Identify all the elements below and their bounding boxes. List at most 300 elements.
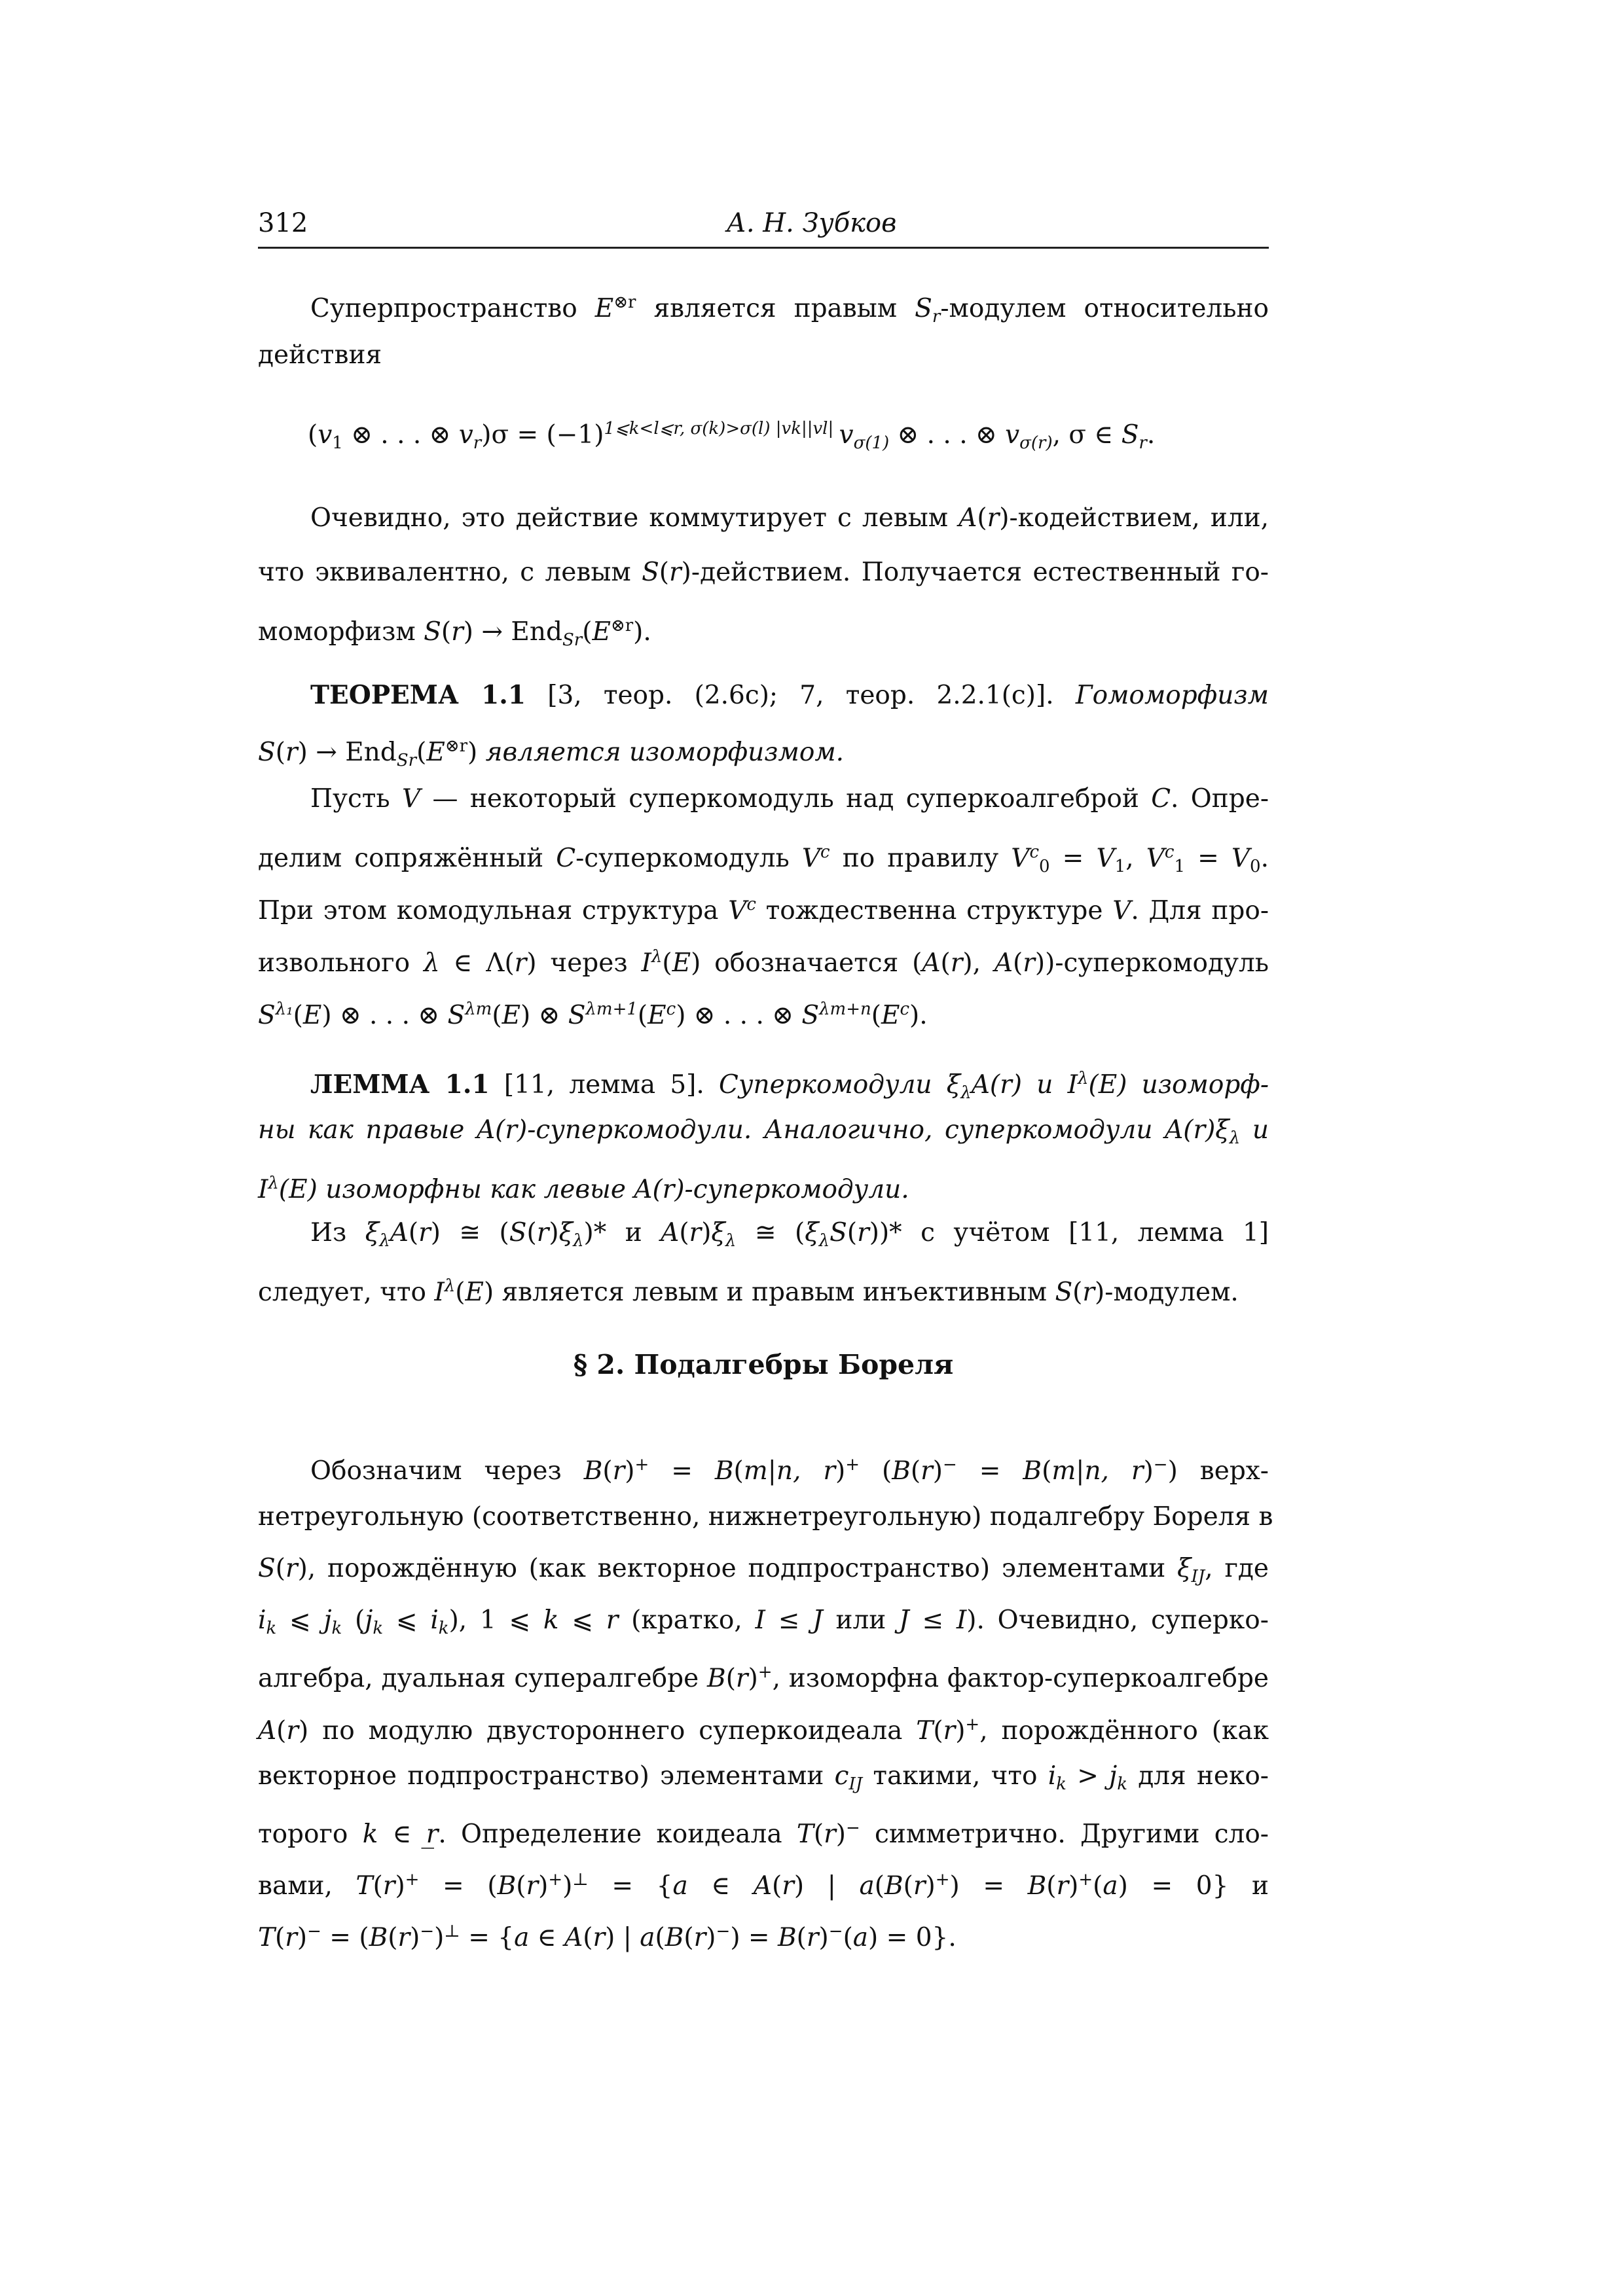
text-segment: r bbox=[382, 1871, 395, 1901]
text-segment: S bbox=[568, 1001, 586, 1030]
text-segment: и bbox=[1240, 1115, 1269, 1145]
text-segment: ( bbox=[733, 1456, 744, 1486]
text-segment: A bbox=[258, 1716, 277, 1746]
text-segment: r bbox=[824, 1820, 836, 1849]
text-line bbox=[258, 836, 1269, 883]
text-segment: векторное подпространство) элементами bbox=[258, 1761, 835, 1791]
text-segment: r bbox=[693, 1923, 706, 1952]
text-segment: r bbox=[285, 1554, 298, 1583]
text-segment: ( bbox=[516, 1871, 526, 1901]
text-segment: ) обозначается ( bbox=[691, 948, 922, 978]
text-segment: ), 1 ⩽ bbox=[448, 1605, 543, 1635]
text-segment: ) | bbox=[605, 1923, 640, 1952]
text-segment: m bbox=[743, 1456, 768, 1486]
text-segment: r bbox=[857, 1218, 869, 1247]
text-segment: нетреугольную (соответственно, нижнетреугольную) подалгебру Бореля в bbox=[258, 1502, 1273, 1532]
text-segment: A bbox=[390, 1218, 409, 1247]
text-segment: ( bbox=[933, 1716, 943, 1746]
text-segment: ( bbox=[813, 1820, 824, 1849]
text-segment: ) bbox=[395, 1871, 405, 1901]
text-segment: v bbox=[1005, 420, 1020, 450]
text-segment: )-действием. Получается естественный го- bbox=[681, 558, 1269, 587]
text-segment: ) bbox=[925, 1871, 936, 1901]
text-segment: ( bbox=[637, 1001, 648, 1030]
text-segment: λ bbox=[818, 1231, 830, 1251]
text-segment: ( bbox=[662, 948, 672, 978]
text-segment: T bbox=[356, 1871, 373, 1901]
text-segment: При этом комодульная структура bbox=[258, 896, 729, 925]
text-segment: ) bbox=[538, 1871, 549, 1901]
text-segment: ( bbox=[293, 1001, 303, 1030]
text-line bbox=[258, 1604, 1269, 1645]
text-segment: r bbox=[1082, 1278, 1095, 1307]
text-line bbox=[258, 993, 1269, 1032]
text-segment: S bbox=[801, 1001, 820, 1030]
text-segment: | bbox=[828, 419, 839, 439]
text-segment: a bbox=[672, 1871, 688, 1901]
text-segment: T bbox=[258, 1923, 276, 1952]
text-segment: ( bbox=[772, 1871, 782, 1901]
text-segment: + bbox=[548, 1870, 563, 1890]
text-segment: ( bbox=[492, 1001, 502, 1030]
text-segment: ( bbox=[655, 1923, 665, 1952]
text-segment: ⩽ bbox=[276, 1605, 324, 1635]
text-segment: r bbox=[526, 1871, 539, 1901]
text-segment: ξ bbox=[365, 1218, 380, 1247]
text-segment: S bbox=[1055, 1278, 1073, 1307]
text-segment: r bbox=[913, 1871, 926, 1901]
text-segment: ) bbox=[835, 1820, 846, 1849]
text-segment: ⊗r bbox=[445, 736, 468, 756]
text-segment: k bbox=[1056, 1774, 1067, 1794]
text-segment: , изоморфна фактор-суперкоалгебре bbox=[772, 1664, 1269, 1693]
text-segment: A bbox=[994, 948, 1013, 978]
text-segment: V bbox=[1011, 844, 1030, 873]
text-segment: ЛЕММА 1.1 bbox=[310, 1069, 490, 1100]
text-segment: ⊗ . . . ⊗ bbox=[342, 420, 459, 450]
text-segment: ∈ bbox=[529, 1923, 565, 1952]
text-segment: S bbox=[830, 1218, 847, 1247]
text-segment: r bbox=[669, 558, 682, 587]
text-segment: T bbox=[916, 1716, 934, 1746]
section-heading bbox=[258, 1348, 1269, 1382]
text-segment: ) bbox=[748, 1664, 758, 1693]
text-segment: Обозначим через bbox=[310, 1456, 584, 1486]
text-segment: ) bbox=[706, 1923, 716, 1952]
text-segment: − bbox=[1153, 1455, 1168, 1475]
text-segment: σ(1) bbox=[853, 433, 890, 453]
text-segment: ) bbox=[1068, 1871, 1079, 1901]
text-segment: для неко- bbox=[1127, 1761, 1269, 1791]
text-segment: ( bbox=[940, 948, 951, 978]
text-segment: . bbox=[1146, 420, 1156, 450]
text-segment: -модулем относительно bbox=[940, 294, 1269, 323]
text-segment: + bbox=[965, 1715, 980, 1734]
text-segment: A bbox=[922, 948, 941, 978]
text-segment: , σ ∈ bbox=[1052, 420, 1122, 450]
text-segment: Суперпространство bbox=[310, 294, 595, 323]
text-segment: λ bbox=[1229, 1128, 1241, 1148]
text-segment: σ(r) bbox=[1019, 433, 1053, 453]
text-segment: ( bbox=[659, 558, 670, 587]
text-segment: или bbox=[822, 1605, 900, 1635]
text-segment: извольного bbox=[258, 948, 424, 978]
text-segment: ) bbox=[410, 1923, 420, 1952]
text-segment: v bbox=[458, 420, 473, 450]
text-line bbox=[258, 1863, 1269, 1903]
text-segment: торого bbox=[258, 1820, 363, 1849]
text-segment: B bbox=[1023, 1456, 1042, 1486]
text-segment: T bbox=[796, 1820, 814, 1849]
text-segment: ). bbox=[633, 617, 651, 647]
text-segment: ( bbox=[1072, 1278, 1083, 1307]
text-segment: ( bbox=[582, 617, 593, 647]
text-segment: j bbox=[365, 1605, 373, 1635]
text-segment: 1 bbox=[1174, 857, 1185, 876]
text-segment: B bbox=[707, 1664, 726, 1693]
text-segment: i bbox=[1048, 1761, 1057, 1791]
text-segment: ( bbox=[342, 1605, 365, 1635]
text-segment: ) bbox=[701, 1218, 712, 1247]
text-segment: B bbox=[583, 1456, 603, 1486]
text-segment: ( bbox=[276, 1716, 287, 1746]
text-segment: E bbox=[501, 1001, 521, 1030]
text-segment: > bbox=[1066, 1761, 1110, 1791]
text-segment: IJ bbox=[1191, 1567, 1205, 1587]
text-segment: λ bbox=[960, 1083, 972, 1103]
text-segment: ) bbox=[549, 1218, 559, 1247]
text-segment: = bbox=[649, 1456, 715, 1486]
text-segment: S bbox=[396, 751, 409, 770]
text-segment: ) → End bbox=[463, 617, 562, 647]
text-line bbox=[258, 1501, 1273, 1534]
text-segment: r bbox=[782, 1871, 794, 1901]
text-segment: I bbox=[755, 1605, 765, 1635]
text-segment: ) bbox=[835, 1456, 846, 1486]
text-segment: )-кодействием, или, bbox=[999, 503, 1269, 533]
text-segment: , порождённого (как bbox=[979, 1716, 1269, 1746]
text-segment: E bbox=[594, 294, 614, 323]
text-segment: = bbox=[1049, 844, 1097, 873]
text-segment: S bbox=[915, 294, 932, 323]
text-segment: A bbox=[753, 1871, 773, 1901]
text-segment: r bbox=[514, 948, 527, 978]
text-segment: ||v bbox=[801, 419, 823, 439]
text-segment: c bbox=[1029, 842, 1040, 862]
text-segment: k bbox=[331, 1619, 342, 1638]
text-segment: A bbox=[564, 1923, 583, 1952]
text-segment: − bbox=[420, 1922, 435, 1941]
text-segment: − bbox=[845, 1818, 860, 1838]
text-segment: E bbox=[426, 738, 445, 767]
text-segment: ))* с учётом [11, лемма 1] bbox=[869, 1218, 1269, 1247]
text-segment: ( bbox=[275, 1923, 285, 1952]
text-segment: r bbox=[735, 1664, 748, 1693]
text-segment: V bbox=[1112, 896, 1131, 925]
text-segment: ) bbox=[562, 1871, 573, 1901]
text-segment: Суперкомодули ξ bbox=[719, 1070, 961, 1100]
text-segment: + bbox=[757, 1662, 773, 1682]
text-segment: — некоторый суперкомодуль над суперкоалгеброй bbox=[420, 784, 1152, 814]
text-segment: E bbox=[592, 617, 611, 647]
text-segment: S bbox=[258, 738, 276, 767]
text-segment: r bbox=[451, 617, 464, 647]
text-line bbox=[258, 1812, 1269, 1851]
text-segment: k bbox=[1117, 1774, 1127, 1794]
header-rule bbox=[258, 247, 1269, 249]
text-segment: Очевидно, это действие коммутирует с левым bbox=[310, 503, 959, 533]
text-segment: ⊗r bbox=[610, 616, 634, 636]
display-formula bbox=[308, 412, 1224, 459]
text-segment: S bbox=[1121, 420, 1139, 450]
text-segment: ξ bbox=[558, 1218, 574, 1247]
text-segment: n, r bbox=[1084, 1456, 1144, 1486]
text-segment: = ( bbox=[419, 1871, 498, 1901]
text-segment: λ bbox=[423, 948, 440, 978]
text-segment: 1 bbox=[1114, 857, 1126, 876]
text-segment: a bbox=[640, 1923, 655, 1952]
text-line bbox=[258, 941, 1269, 980]
text-segment: алгебра, дуальная супералгебре bbox=[258, 1664, 708, 1693]
text-segment: ) через bbox=[526, 948, 642, 978]
text-segment: j bbox=[323, 1605, 332, 1635]
text-segment: ( bbox=[860, 1456, 892, 1486]
text-segment: ( bbox=[388, 1923, 398, 1952]
text-segment: = { bbox=[588, 1871, 673, 1901]
text-segment: S bbox=[258, 1001, 276, 1030]
text-segment: Из bbox=[310, 1218, 365, 1247]
text-segment: ) ⊗ bbox=[520, 1001, 568, 1030]
text-line bbox=[258, 1217, 1269, 1257]
text-segment: − bbox=[716, 1922, 731, 1941]
text-segment: m bbox=[1051, 1456, 1076, 1486]
text-line bbox=[258, 1915, 1269, 1954]
text-segment: ), bbox=[962, 948, 994, 978]
text-segment: 1 bbox=[332, 433, 343, 453]
text-segment: + bbox=[935, 1870, 950, 1890]
text-segment: a bbox=[852, 1923, 869, 1952]
text-segment: i bbox=[258, 1605, 266, 1635]
text-segment: тождественна структуре bbox=[756, 896, 1113, 925]
text-segment: S bbox=[562, 630, 574, 650]
text-segment: = { bbox=[460, 1923, 515, 1952]
text-segment: a bbox=[514, 1923, 530, 1952]
text-segment: λ bbox=[651, 947, 663, 967]
text-segment: = bbox=[957, 1456, 1023, 1486]
text-segment: − bbox=[943, 1455, 957, 1475]
text-segment: , где bbox=[1205, 1554, 1269, 1583]
text-segment: ⊥ bbox=[444, 1922, 460, 1941]
text-segment: j bbox=[1109, 1761, 1118, 1791]
text-segment: k bbox=[373, 1619, 384, 1638]
text-segment: . Определение коидеала bbox=[438, 1820, 797, 1849]
text-segment: ( bbox=[583, 1923, 593, 1952]
text-segment: (E) изоморф- bbox=[1088, 1070, 1269, 1100]
text-segment: ( bbox=[847, 1218, 858, 1247]
text-segment: λ bbox=[573, 1231, 584, 1251]
text-segment: ( bbox=[455, 1278, 465, 1307]
text-segment: = bbox=[1184, 844, 1231, 873]
text-segment: является изоморфизмом. bbox=[485, 738, 845, 767]
text-segment: ( bbox=[843, 1923, 853, 1952]
text-segment: B bbox=[778, 1923, 797, 1952]
text-segment: | bbox=[767, 1456, 776, 1486]
text-segment: a bbox=[1103, 1871, 1118, 1901]
text-segment: ) bbox=[955, 1716, 966, 1746]
text-segment: ≅ ( bbox=[736, 1218, 805, 1247]
text-segment: )σ = (−1) bbox=[481, 420, 604, 450]
text-segment: k bbox=[543, 1605, 559, 1635]
text-segment: S bbox=[424, 617, 441, 647]
text-segment: c bbox=[820, 842, 830, 862]
text-segment: r bbox=[1023, 948, 1035, 978]
text-segment: r bbox=[606, 1605, 619, 1635]
text-segment: λ₁ bbox=[275, 999, 293, 1019]
text-segment: ( bbox=[1093, 1871, 1103, 1901]
text-segment: E bbox=[672, 948, 691, 978]
text-segment: r bbox=[285, 738, 298, 767]
text-segment: r bbox=[473, 433, 482, 453]
text-segment: v bbox=[839, 420, 854, 450]
text-segment: r bbox=[286, 1716, 299, 1746]
text-segment: ⩽ bbox=[383, 1605, 431, 1635]
text-line bbox=[258, 1656, 1269, 1695]
text-segment: ))-суперкомодуль bbox=[1034, 948, 1269, 978]
text-segment: E bbox=[302, 1001, 322, 1030]
text-segment: ), порождённую (как векторное подпространство) элементами bbox=[297, 1554, 1178, 1583]
text-line bbox=[258, 783, 1269, 816]
text-line bbox=[258, 679, 1269, 712]
text-segment: λ bbox=[444, 1276, 456, 1296]
text-segment: c bbox=[746, 895, 756, 914]
text-segment: r bbox=[408, 751, 417, 770]
text-segment: ( bbox=[308, 420, 318, 450]
text-segment: что эквивалентно, с левым bbox=[258, 558, 642, 587]
text-segment: λm+1 bbox=[585, 999, 638, 1019]
text-segment: ) по модулю двустороннего суперкоидеала bbox=[299, 1716, 917, 1746]
text-segment: ) = bbox=[949, 1871, 1028, 1901]
text-segment: + bbox=[405, 1870, 420, 1890]
text-segment: ( bbox=[910, 1456, 921, 1486]
text-segment: 0 bbox=[1250, 857, 1261, 876]
text-segment: r bbox=[418, 1218, 431, 1247]
text-segment: § 2. Подалгебры Бореля bbox=[573, 1349, 954, 1380]
text-segment: ⩽ bbox=[558, 1605, 606, 1635]
text-segment: 1⩽k<l⩽r, σ(k)>σ(l) bbox=[604, 419, 771, 439]
text-segment: ) ⊗ . . . ⊗ bbox=[321, 1001, 448, 1030]
text-segment: ) верх- bbox=[1167, 1456, 1269, 1486]
text-segment: ) bbox=[434, 1923, 445, 1952]
text-segment: ( bbox=[1013, 948, 1023, 978]
text-segment: k bbox=[438, 1619, 449, 1638]
text-segment: ∈ bbox=[378, 1820, 426, 1849]
text-segment: ≤ bbox=[909, 1605, 957, 1635]
text-segment: V bbox=[801, 844, 821, 873]
text-segment: c bbox=[1164, 842, 1175, 862]
text-segment: E bbox=[647, 1001, 666, 1030]
text-segment: ( bbox=[679, 1218, 689, 1247]
text-segment: ( bbox=[796, 1923, 807, 1952]
text-segment: r bbox=[943, 1716, 956, 1746]
text-segment: B bbox=[497, 1871, 517, 1901]
text-segment: )* и bbox=[583, 1218, 661, 1247]
text-segment: v bbox=[318, 420, 333, 450]
text-segment: k bbox=[266, 1619, 277, 1638]
text-segment: ⊥ bbox=[572, 1870, 589, 1890]
text-segment: r bbox=[1056, 1871, 1069, 1901]
text-segment: V bbox=[401, 784, 421, 814]
text-segment: ). bbox=[909, 1001, 928, 1030]
text-segment: моморфизм bbox=[258, 617, 424, 647]
text-segment: по правилу bbox=[830, 844, 1012, 873]
text-segment: r bbox=[921, 1456, 933, 1486]
text-segment: [3, теор. (2.6c); 7, теор. 2.2.1(c)]. bbox=[525, 681, 1076, 710]
text-segment: S bbox=[509, 1218, 527, 1247]
text-segment: I bbox=[641, 948, 651, 978]
text-segment: . bbox=[1260, 844, 1269, 873]
text-line bbox=[258, 1448, 1269, 1488]
text-line bbox=[258, 888, 1269, 927]
text-segment: ) bbox=[625, 1456, 635, 1486]
text-segment: ( bbox=[275, 738, 285, 767]
text-segment: ∈ bbox=[687, 1871, 754, 1901]
text-segment: ТЕОРЕМА 1.1 bbox=[310, 680, 526, 710]
text-line bbox=[258, 730, 1269, 777]
running-header-author: А. Н. Зубков bbox=[726, 208, 897, 238]
text-segment: r bbox=[689, 1218, 702, 1247]
text-segment: l bbox=[822, 419, 828, 439]
text-segment: следует, что bbox=[258, 1278, 435, 1307]
text-segment: a bbox=[859, 1871, 875, 1901]
text-segment: + bbox=[634, 1455, 649, 1475]
text-segment: λ bbox=[379, 1231, 390, 1251]
text-segment: C bbox=[556, 844, 576, 873]
text-segment: ⊗r bbox=[613, 293, 636, 312]
text-segment: , bbox=[1125, 844, 1146, 873]
text-segment: 0 bbox=[1039, 857, 1050, 876]
text-segment: ( bbox=[871, 1001, 881, 1030]
text-segment: ) = bbox=[730, 1923, 778, 1952]
text-line bbox=[258, 502, 1269, 535]
text-segment: такими, что bbox=[862, 1761, 1048, 1791]
text-segment: ) → End bbox=[297, 738, 397, 767]
text-segment: IJ bbox=[848, 1774, 863, 1794]
text-segment: является правым bbox=[636, 294, 915, 323]
text-line bbox=[258, 1552, 1269, 1593]
text-segment: r bbox=[285, 1923, 297, 1952]
text-segment: ( bbox=[725, 1664, 736, 1693]
text-segment: r bbox=[806, 1923, 819, 1952]
text-segment: I bbox=[956, 1605, 967, 1635]
text-segment: c bbox=[666, 999, 676, 1019]
text-segment: c bbox=[900, 999, 909, 1019]
text-line bbox=[258, 1760, 1269, 1801]
text-segment: -суперкомодуль bbox=[575, 844, 802, 873]
text-segment: ) является левым и правым инъективным bbox=[483, 1278, 1055, 1307]
text-segment: ( bbox=[416, 738, 427, 767]
text-segment: ) ≅ ( bbox=[430, 1218, 509, 1247]
text-segment: c bbox=[834, 1761, 849, 1791]
text-segment: I bbox=[258, 1175, 268, 1204]
text-line bbox=[258, 286, 1269, 333]
text-segment: (E) изоморфны как левые A(r)-суперкомодули. bbox=[278, 1175, 909, 1204]
text-segment: r bbox=[1139, 433, 1147, 453]
text-segment: ) bbox=[932, 1456, 943, 1486]
text-segment: V bbox=[1096, 844, 1115, 873]
text-segment: λ bbox=[1078, 1069, 1089, 1088]
text-segment: Гомоморфизм bbox=[1075, 681, 1269, 710]
text-segment: вами, bbox=[258, 1871, 356, 1901]
